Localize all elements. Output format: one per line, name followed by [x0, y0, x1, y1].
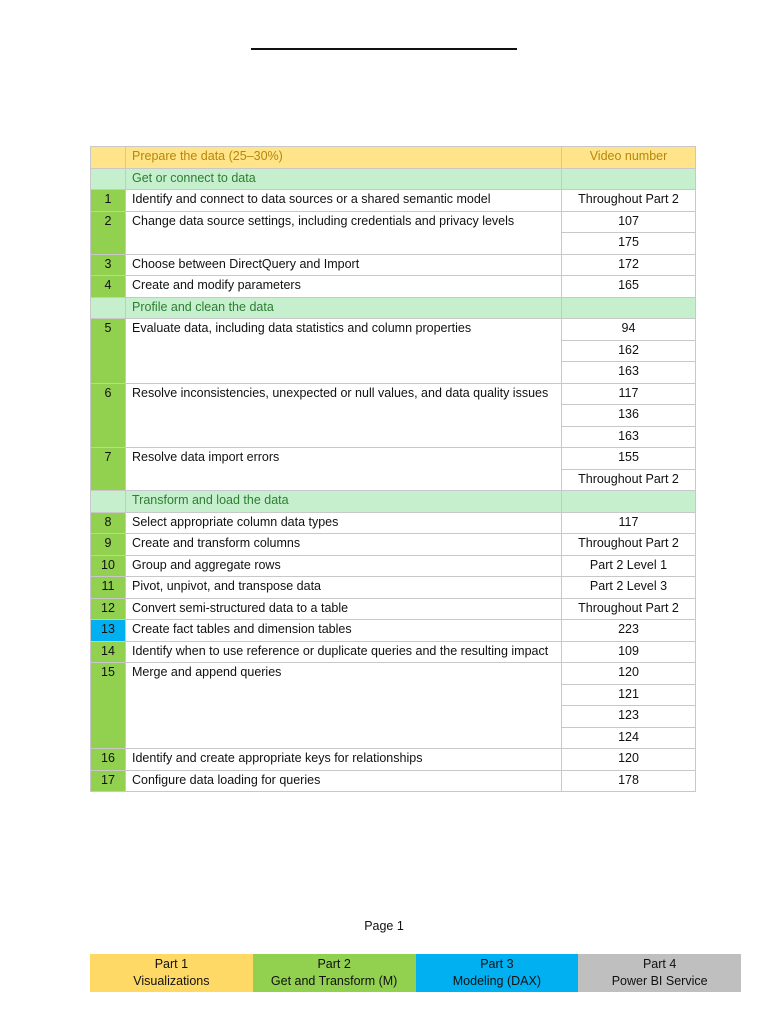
- row-video: 163: [562, 362, 696, 384]
- header-rule: [251, 48, 517, 50]
- section-title: Profile and clean the data: [126, 297, 562, 319]
- row-label: Change data source settings, including credentials and privacy levels: [126, 211, 562, 254]
- footer-part-subtitle: Visualizations: [133, 974, 210, 988]
- row-number: 3: [91, 254, 126, 276]
- row-label: Create and modify parameters: [126, 276, 562, 298]
- row-video: 121: [562, 684, 696, 706]
- part-legend-footer: [90, 954, 741, 992]
- row-video: 165: [562, 276, 696, 298]
- table-row: [91, 512, 696, 534]
- row-number: 13: [91, 620, 126, 642]
- footer-part-subtitle: Get and Transform (M): [270, 974, 398, 988]
- row-video: 223: [562, 620, 696, 642]
- row-number: 8: [91, 512, 126, 534]
- row-label: Identify when to use reference or duplicate queries and the resulting impact: [126, 641, 562, 663]
- row-label: Configure data loading for queries: [126, 770, 562, 792]
- row-label: Merge and append queries: [126, 663, 562, 749]
- row-video: 172: [562, 254, 696, 276]
- row-label: Group and aggregate rows: [126, 555, 562, 577]
- row-number: 4: [91, 276, 126, 298]
- table-header-row: [91, 147, 696, 169]
- header-video-col: Video number: [562, 147, 696, 169]
- row-label: Create fact tables and dimension tables: [126, 620, 562, 642]
- table-row: [91, 577, 696, 599]
- row-number: 2: [91, 211, 126, 254]
- row-label: Evaluate data, including data statistics and column properties: [126, 319, 562, 384]
- row-label: Pivot, unpivot, and transpose data: [126, 577, 562, 599]
- row-video: Part 2 Level 3: [562, 577, 696, 599]
- table-row: [91, 319, 696, 341]
- table-row: [91, 276, 696, 298]
- row-video: 120: [562, 749, 696, 771]
- header-title: Prepare the data (25–30%): [126, 147, 562, 169]
- header-num-cell: [91, 147, 126, 169]
- row-video: Throughout Part 2: [562, 469, 696, 491]
- section-row: [91, 168, 696, 190]
- footer-part-4: [578, 954, 741, 992]
- footer-part-2: [253, 954, 416, 992]
- footer-part-3: [416, 954, 579, 992]
- page-number: Page 1: [364, 919, 404, 933]
- row-label: Create and transform columns: [126, 534, 562, 556]
- row-number: 14: [91, 641, 126, 663]
- row-video: Throughout Part 2: [562, 190, 696, 212]
- row-video: Throughout Part 2: [562, 598, 696, 620]
- table-row: [91, 663, 696, 685]
- footer-part-title: Part 4: [642, 957, 677, 971]
- row-number: 10: [91, 555, 126, 577]
- row-number: 6: [91, 383, 126, 448]
- row-video: 109: [562, 641, 696, 663]
- row-video: 162: [562, 340, 696, 362]
- row-number: 12: [91, 598, 126, 620]
- row-number: 15: [91, 663, 126, 749]
- row-video: Part 2 Level 1: [562, 555, 696, 577]
- row-label: Select appropriate column data types: [126, 512, 562, 534]
- section-title: Transform and load the data: [126, 491, 562, 513]
- row-label: Convert semi-structured data to a table: [126, 598, 562, 620]
- row-number: 1: [91, 190, 126, 212]
- row-number: 16: [91, 749, 126, 771]
- footer-part-title: Part 2: [317, 957, 351, 971]
- row-number: 7: [91, 448, 126, 491]
- row-video: 120: [562, 663, 696, 685]
- table-row: [91, 190, 696, 212]
- table-row: [91, 448, 696, 470]
- footer-part-title: Part 3: [480, 957, 514, 971]
- row-label: Resolve inconsistencies, unexpected or null values, and data quality issues: [126, 383, 562, 448]
- section-row: [91, 297, 696, 319]
- row-video: 117: [562, 512, 696, 534]
- row-label: Resolve data import errors: [126, 448, 562, 491]
- row-label: Identify and create appropriate keys for relationships: [126, 749, 562, 771]
- row-video: 175: [562, 233, 696, 255]
- table-row: [91, 620, 696, 642]
- footer-part-title: Part 1: [154, 957, 189, 971]
- exam-objectives-table: [90, 146, 696, 792]
- row-video: 178: [562, 770, 696, 792]
- section-row: [91, 491, 696, 513]
- row-video: Throughout Part 2: [562, 534, 696, 556]
- row-video: 155: [562, 448, 696, 470]
- table-row: [91, 254, 696, 276]
- table-row: [91, 383, 696, 405]
- row-video: 107: [562, 211, 696, 233]
- row-video: 124: [562, 727, 696, 749]
- row-video: 94: [562, 319, 696, 341]
- row-video: 163: [562, 426, 696, 448]
- row-video: 136: [562, 405, 696, 427]
- footer-part-subtitle: Modeling (DAX): [452, 974, 541, 988]
- table-row: [91, 211, 696, 233]
- row-number: 17: [91, 770, 126, 792]
- row-number: 5: [91, 319, 126, 384]
- footer-part-subtitle: Power BI Service: [611, 974, 708, 988]
- table-row: [91, 598, 696, 620]
- row-number: 9: [91, 534, 126, 556]
- table-row: [91, 555, 696, 577]
- row-number: 11: [91, 577, 126, 599]
- row-label: Choose between DirectQuery and Import: [126, 254, 562, 276]
- section-title: Get or connect to data: [126, 168, 562, 190]
- row-label: Identify and connect to data sources or a shared semantic model: [126, 190, 562, 212]
- row-video: 123: [562, 706, 696, 728]
- row-video: 117: [562, 383, 696, 405]
- footer-part-1: [90, 954, 253, 992]
- table-row: [91, 534, 696, 556]
- table-row: [91, 770, 696, 792]
- table-row: [91, 749, 696, 771]
- table-row: [91, 641, 696, 663]
